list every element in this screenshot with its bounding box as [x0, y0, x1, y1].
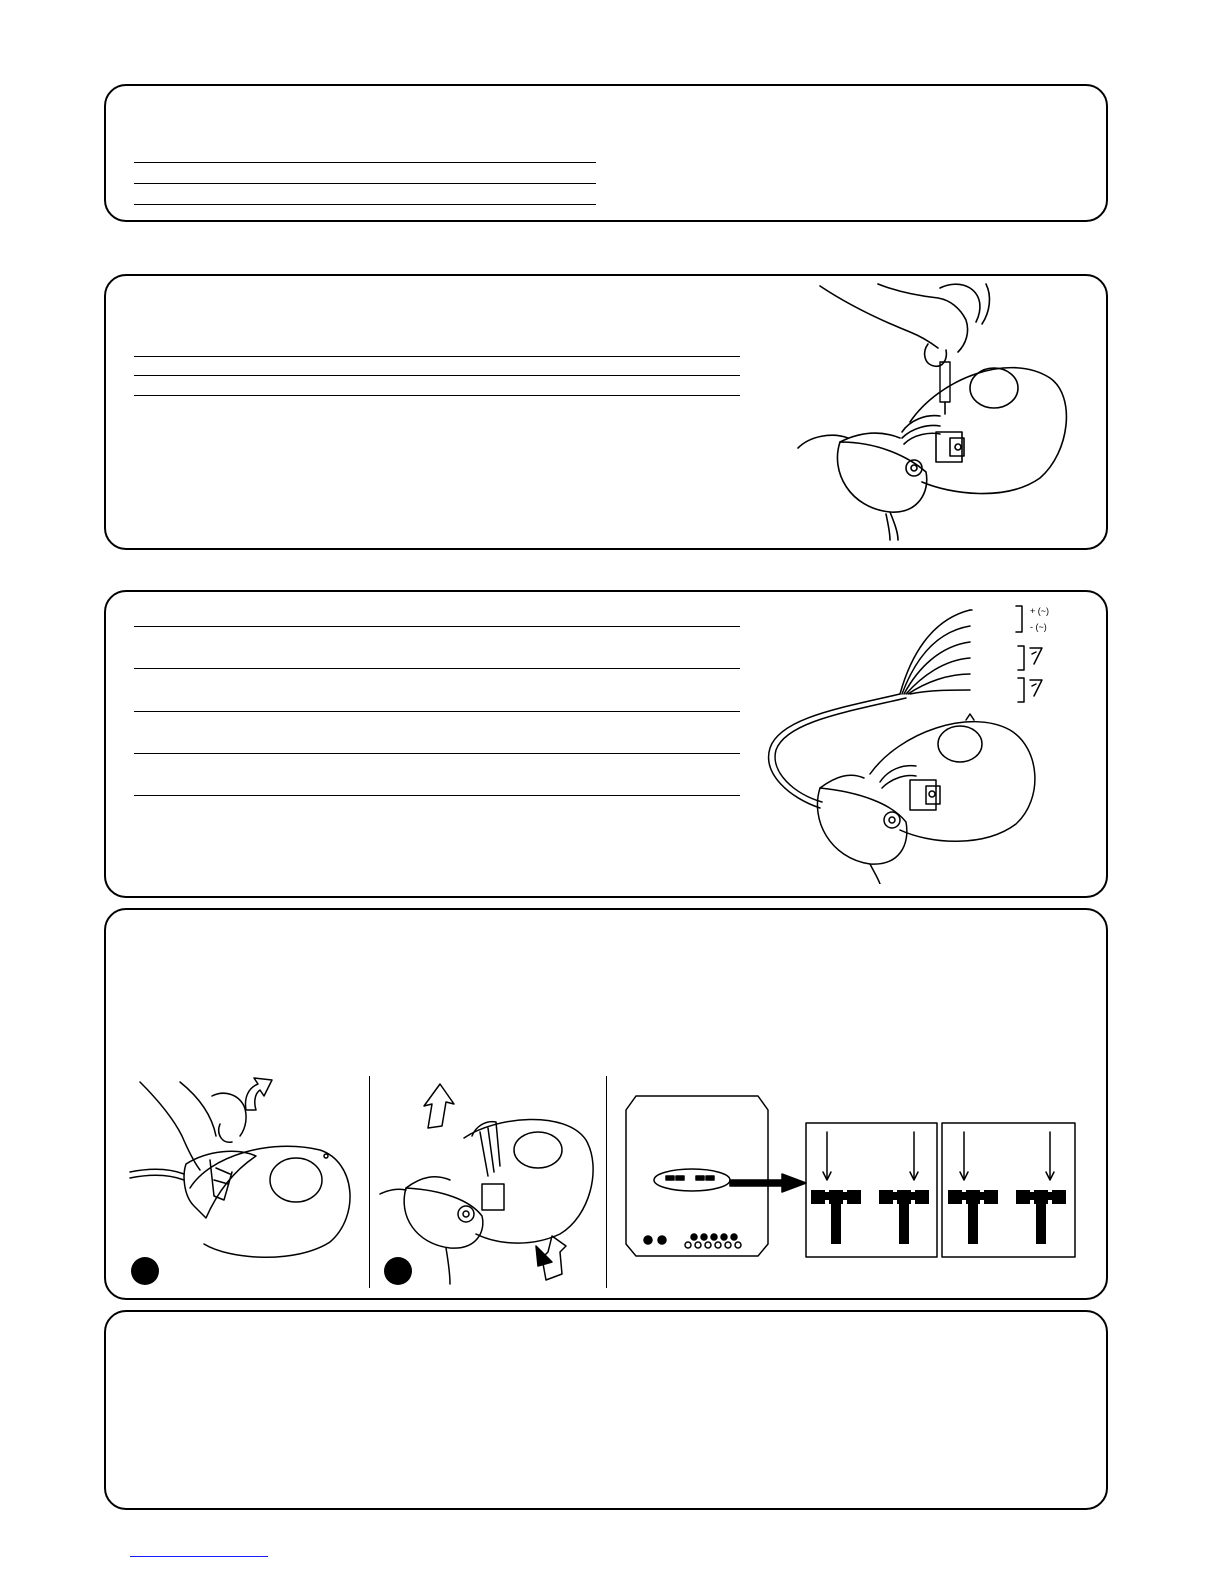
blank-line: [134, 795, 740, 796]
figure-divider: [606, 1076, 607, 1288]
step-b-marker: [384, 1257, 412, 1285]
blank-line: [134, 626, 740, 627]
sensor-wiring-diagram-icon: [760, 598, 1070, 884]
blank-line: [134, 395, 740, 396]
info-panel-5: [104, 1310, 1108, 1510]
terminal-label-positive: + (~): [1030, 606, 1050, 616]
blank-line: [134, 183, 596, 184]
blank-line: [134, 375, 740, 376]
blank-line: [134, 753, 740, 754]
terminal-label-negative: - (~): [1030, 622, 1047, 632]
blank-line: [134, 204, 596, 205]
lift-cover-icon: [120, 1076, 360, 1286]
blank-line: [134, 668, 740, 669]
jumper-settings-icon: [805, 1122, 1077, 1258]
remove-cover-icon: [376, 1076, 602, 1286]
screwdriver-opening-sensor-icon: [790, 282, 1080, 542]
step-a-marker: [131, 1257, 159, 1285]
circuit-board-icon: [622, 1094, 808, 1260]
figure-divider: [369, 1076, 370, 1288]
info-panel-1: [104, 84, 1108, 222]
blank-line: [134, 711, 740, 712]
footer-link-underline[interactable]: [130, 1556, 268, 1557]
blank-line: [134, 162, 596, 163]
blank-line: [134, 356, 740, 357]
